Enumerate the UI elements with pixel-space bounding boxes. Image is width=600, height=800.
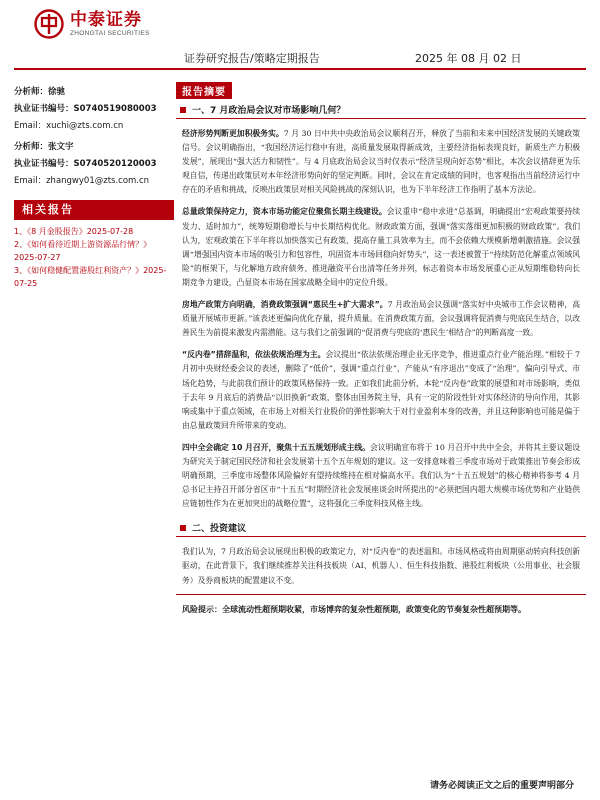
related-reports-list [14, 225, 174, 290]
paragraph-text: 会议提出“依法依规治理企业无序竞争，推进重点行业产能治理。”相较于 7 月初中央财经委会议的表述，删除了“低价”，强调“重点行业”，产能从“有序退出”变成了“治理”，偏向引导式、市场化趋势，与此前我们预计的政策风格保持一致。正如我们此前分析，本轮“反内卷”政策的展望和对市场影响，类似于去年 9 月底后的消费品“以旧换新”政策，整体由国务院主导，具有一定的阶段性针对实体经济的导向作用，其影响或集中于重点领域，在市场上对相关行业股价的弹性影响大于对行业盈利本身的改善，并且这种影响也可能是偏于由总量政策回升所带来的变动。 [182, 350, 580, 430]
section-heading-text: 一、7 月政治局会议对市场影响几何？ [192, 106, 346, 116]
related-report-link[interactable]: 2、《如何看待近期上游资源品行情？》2025-07-27 [14, 240, 152, 262]
risk-label: 风险提示： [182, 604, 222, 614]
paragraph-anti-involution [176, 348, 586, 433]
section-heading-2 [176, 519, 586, 537]
analyst-2 [14, 139, 174, 190]
divider [176, 594, 586, 595]
email-label: Email： [14, 176, 47, 186]
email-label: Email： [14, 121, 47, 131]
cert-label: 执业证书编号： [14, 104, 74, 114]
related-report-link[interactable]: 1、《8 月金股报告》2025-07-28 [14, 227, 134, 236]
zhongtai-logo-icon [34, 9, 64, 39]
paragraph-property [176, 298, 586, 340]
section-heading-text: 二、投资建议 [192, 524, 247, 535]
cert-number: S0740519080003 [73, 104, 157, 114]
analyst-label: 分析师： [14, 87, 49, 97]
company-logo [34, 6, 184, 42]
related-report-link[interactable]: 3、《如何稳健配置港股红利资产？》2025-07-25 [14, 266, 167, 288]
cert-label: 执业证书编号： [14, 159, 74, 169]
bullet-square-icon [180, 525, 186, 531]
paragraph-text: 7 月政治局会议强调“落实好中央城市工作会议精神，高质量开展城市更新。”该表述更偏向优化存量，提升质量。在消费政策方面，会议强调将促消费与兜底民生结合，以改善民生为前提来激发内需潜能。这与我们之前强调的“促消费与兜底的‘惠民生’相结合”的判断高度一致。 [182, 300, 580, 338]
paragraph-lead: 经济形势判断更加积极务实。 [182, 129, 284, 138]
report-date: 2025 年 08 月 02 日 [415, 52, 522, 65]
analyst-name: 徐驰 [48, 87, 66, 97]
paragraph-policy [176, 205, 586, 290]
paragraph-economy [176, 127, 586, 197]
section-heading-1 [176, 101, 586, 119]
analyst-name: 张文宇 [48, 142, 74, 152]
paragraph-lead: 四中全会确定 10 月召开，聚焦十五五规划形成主线。 [182, 442, 370, 452]
main-content [176, 80, 586, 617]
related-reports-title: 相关报告 [14, 200, 174, 220]
summary-tag: 报告摘要 [176, 82, 232, 99]
paragraph-advice: 我们认为，7 月政治局会议展现出积极的政策定力，对“反内卷”的表述温和。市场风格或将由周期驱动转向科技创新驱动，在此背景下，我们继续推荐关注科技板块（AI、机器人）、恒生科技指数、港股红利板块（公用事业、社会服务）及券商板块的配置建议不变。 [182, 547, 580, 585]
sidebar [14, 84, 174, 290]
paragraph-lead: “反内卷”措辞温和，依法依规治理为主。 [182, 350, 326, 360]
analyst-label: 分析师： [14, 142, 49, 152]
report-type: 证券研究报告/策略定期报告 [184, 52, 320, 65]
bullet-square-icon [180, 107, 186, 113]
footer-disclaimer: 请务必阅读正文之后的重要声明部分 [429, 781, 574, 791]
brand-name-en: ZHONGTAI SECURITIES [70, 29, 150, 37]
paragraph-text: 会议明确宣布将于 10 月召开中共中全会，并将其主要议题设为研究关于制定国民经济和社会发展第十五个五年规划的建议。这一安排意味着三季度市场对于政策推出节奏会形成明确预期，三季度市场整体风险偏好有望持续维持在相对偏高水平。我们认为“十五五规划”的核心精神将参考 4 月总书记主持召开部分省区市“十五五”时期经济社会发展座谈会时所提出的“必须把国内超大规模市场优势和产业链供应链韧性作为在更加突出的战略位置”，这将强化三季度科技风格主线。 [182, 442, 580, 509]
brand-name-cn: 中泰证券 [70, 9, 142, 30]
header-divider [14, 68, 586, 70]
paragraph-text: 会议重申“稳中求进”总基调，明确提出“宏观政策要持续发力、适时加力”，统筹短期稳增长与中长期结构优化。财政政策方面，强调“落实落细更加积极的财政政策”。我们认为，宏观政策在下半年将以加快落实已有政策、提高存量工具效率为主，而不会依赖大规模新增刺激措施。会议强调“增强国内资本市场的吸引力和包容性，巩固资本市场回稳向好势头”，这一表述被置于“持续防范化解重点领域风险”的框架下，与化解地方政府债务、推进融资平台出清等任务并列，标志着资本市场发展重心正从短期维稳转向长期竞争力建设，凸显资本市场在国家战略全局中的定位升级。 [182, 207, 580, 287]
analyst-1 [14, 84, 174, 135]
paragraph-lead: 房地产政策方向明确，消费政策强调“惠民生+扩大需求”。 [182, 300, 388, 310]
paragraph-plenum [176, 441, 586, 511]
risk-text: 全球流动性超预期收紧，市场博弈的复杂性超预期，政策变化的节奏复杂性超预期等。 [222, 604, 526, 614]
paragraph-text: 7 月 30 日中共中央政治局会议顺利召开，释放了当前和未来中国经济发展的关键政策信号。会议明确指出，“我国经济运行稳中有进，高质量发展取得新成效，主要经济指标表现良好，新质生产力积极发展”，展现出“强大活力和韧性”。与 4 月底政治局会议当时仅表示“经济呈现向好态势”相比，本次会议措辞更为乐观自信，传递出政策层对本年经济形势向好的坚定判断。同时，会议在肯定成绩的同时，也客观指出当前经济运行中存在的矛盾和挑战，反映出政策层对相关风险挑战的深刻认识，也为下半年经济工作指明了基本方法论。 [182, 129, 580, 195]
risk-warning [176, 603, 586, 617]
cert-number: S0740520120003 [73, 159, 157, 169]
analyst-email[interactable]: zhangwy01@zts.com.cn [46, 176, 150, 186]
analyst-email[interactable]: xuchi@zts.com.cn [46, 121, 124, 131]
paragraph-lead: 总量政策保持定力，资本市场功能定位聚焦长期主线建设。 [182, 207, 387, 217]
